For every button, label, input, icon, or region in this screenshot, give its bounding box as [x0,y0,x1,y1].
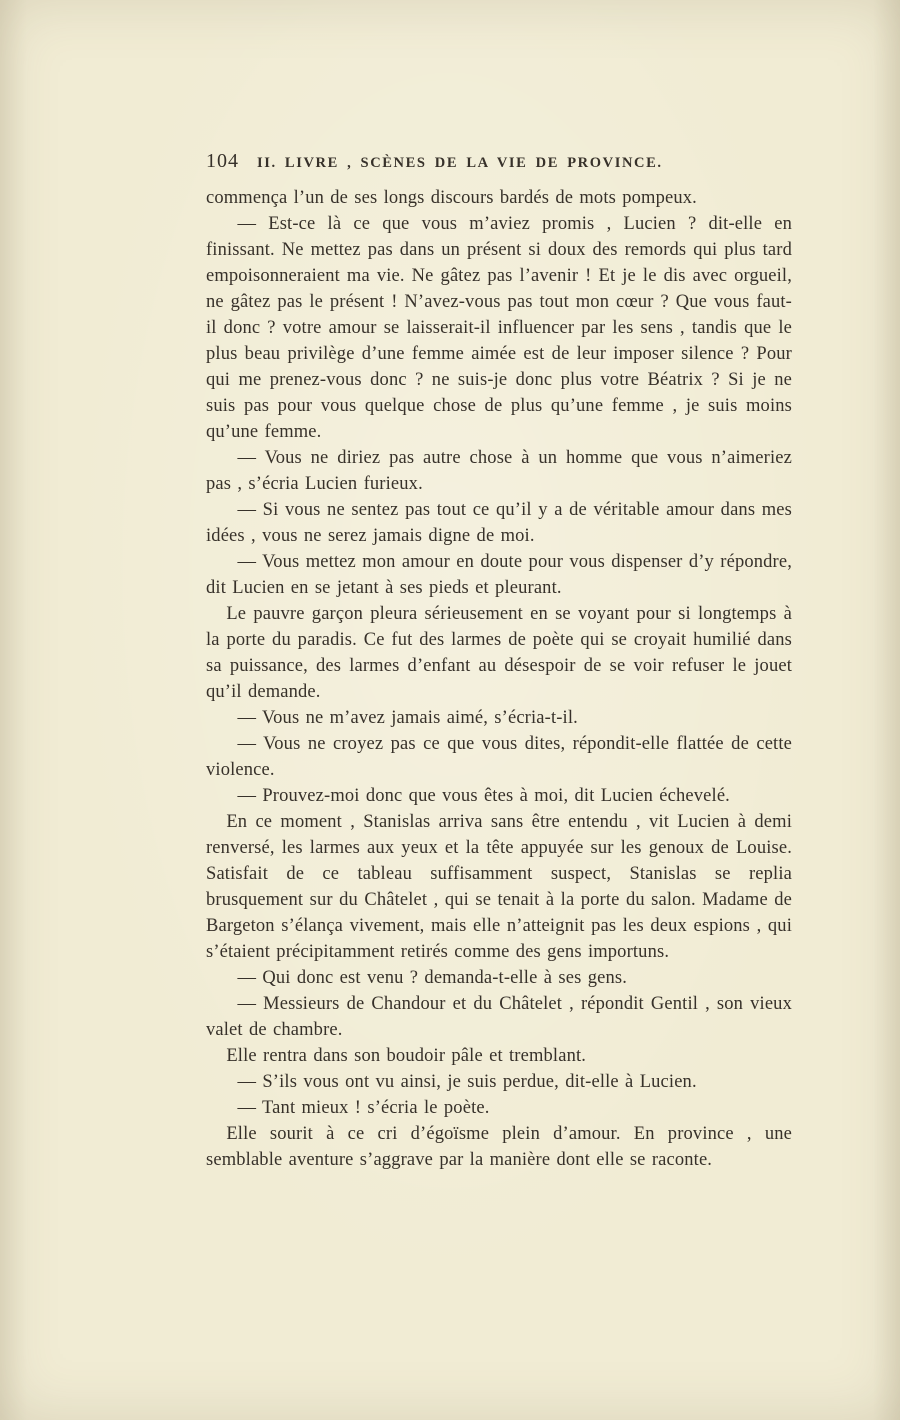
paragraph: — Prouvez-moi donc que vous êtes à moi, dit Lucien échevelé. [237,786,730,806]
paragraph: commença l’un de ses longs discours bardés de mots pompeux. [206,188,697,208]
paragraph: — Vous ne diriez pas autre chose à un homme que vous n’aimeriez pas , s’écria Lucien furieux. [206,448,792,494]
paragraph: — Vous ne m’avez jamais aimé, s’écria-t-il. [237,708,578,728]
paragraph: — Messieurs de Chandour et du Châtelet , répondit Gentil , son vieux valet de chambre. [206,994,792,1040]
paragraph: — Si vous ne sentez pas tout ce qu’il y a de véritable amour dans mes idées , vous ne serez jamais digne de moi. [206,500,792,546]
paragraph: Le pauvre garçon pleura sérieusement en se voyant pour si longtemps à la porte du paradis. Ce fut des larmes de poète qui se croyait humilié dans sa puissance, des larmes d’enfant au désespoir de se voir refuser le jouet qu’il demande. [206,604,792,702]
page-number: 104 [206,150,239,172]
paragraph: — Tant mieux ! s’écria le poète. [237,1098,490,1118]
text-block [206,185,792,1173]
paragraph: Elle rentra dans son boudoir pâle et tremblant. [226,1046,587,1066]
paragraph: — Qui donc est venu ? demanda-t-elle à ses gens. [237,968,627,988]
paragraph: — S’ils vous ont vu ainsi, je suis perdue, dit-elle à Lucien. [237,1072,697,1092]
paragraph: — Vous mettez mon amour en doute pour vous dispenser d’y répondre, dit Lucien en se jetant à ses pieds et pleurant. [206,552,792,598]
running-header [206,150,792,173]
paragraph: En ce moment , Stanislas arriva sans être entendu , vit Lucien à demi renversé, les larmes aux yeux et la tête appuyée sur les genoux de Louise. Satisfait de ce tableau suffisamment suspect, Stanislas se replia brusquement sur du Châtelet , qui se tenait à la porte du salon. Madame de Bargeton s’élança vivement, mais elle n’atteignit pas les deux espions , qui s’étaient précipitamment retirés comme des gens importuns. [206,812,792,962]
running-title: II. LIVRE , SCÈNES DE LA VIE DE PROVINCE. [257,155,663,171]
printed-area [206,150,792,1173]
paragraph: — Vous ne croyez pas ce que vous dites, répondit-elle flattée de cette violence. [206,734,792,780]
paragraph: Elle sourit à ce cri d’égoïsme plein d’amour. En province , une semblable aventure s’aggrave par la manière dont elle se raconte. [206,1124,792,1170]
paragraph: — Est-ce là ce que vous m’aviez promis , Lucien ? dit-elle en finissant. Ne mettez pas dans un présent si doux des remords qui plus tard empoisonneraient ma vie. Ne gâtez pas l’avenir ! Et je le dis avec orgueil, ne gâtez pas le présent ! N’avez-vous pas tout mon cœur ? Que vous faut-il donc ? votre amour se laisserait-il influencer par les sens , tandis que le plus beau privilège d’une femme aimée est de leur imposer silence ? Pour qui me prenez-vous donc ? ne suis-je donc plus votre Béatrix ? Si je ne suis pas pour vous quelque chose de plus qu’une femme , je suis moins qu’une femme. [206,214,792,442]
